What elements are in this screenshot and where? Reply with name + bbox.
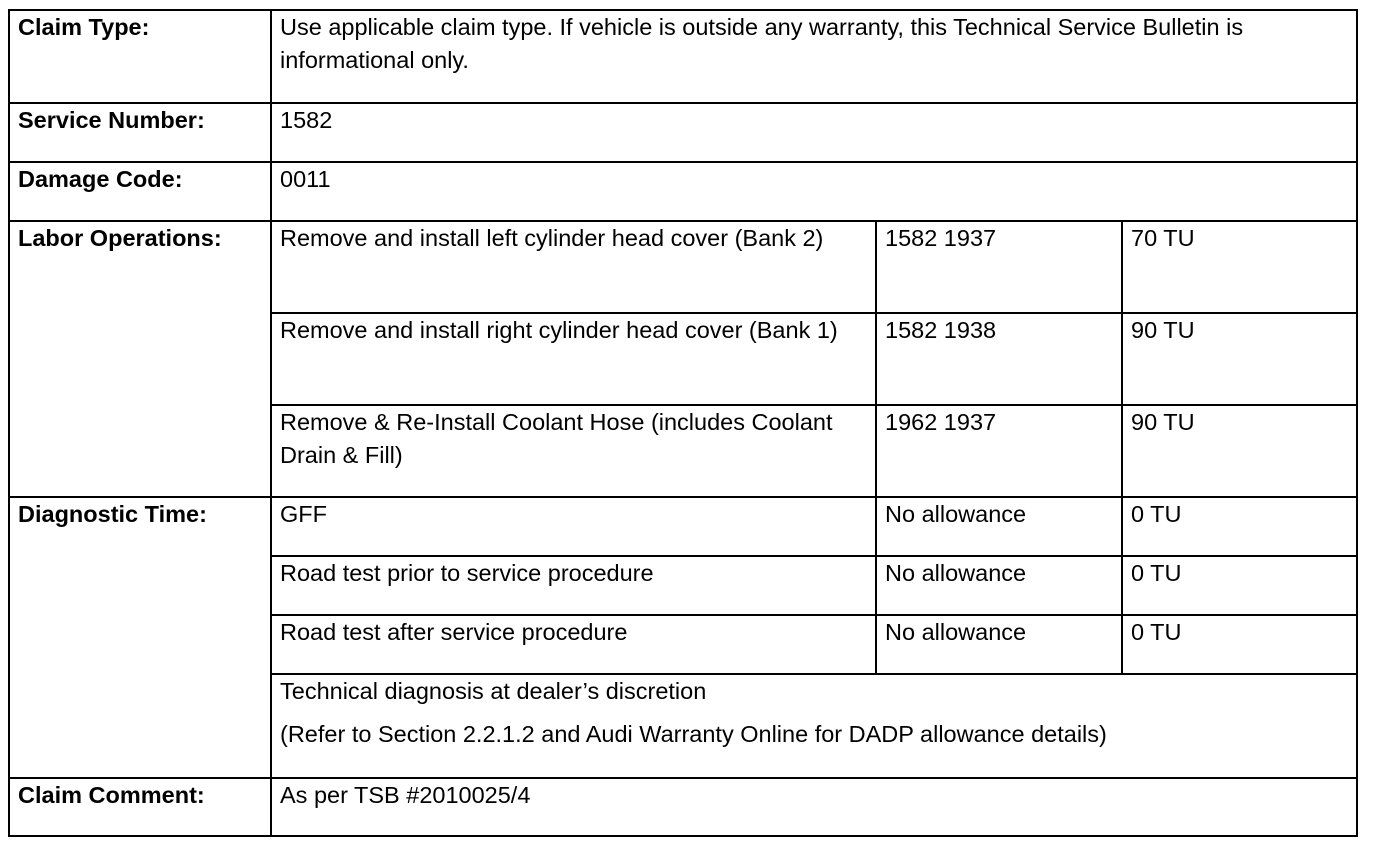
damage-code-value: 0011 [271, 162, 1357, 221]
diagnostic-description: GFF [271, 497, 876, 556]
diagnostic-time-label: Diagnostic Time: [9, 497, 271, 778]
diagnostic-time: 0 TU [1122, 615, 1357, 674]
labor-operation-row [9, 221, 1357, 313]
service-number-value: 1582 [271, 103, 1357, 162]
claim-comment-row [9, 778, 1357, 836]
diagnostic-allowance: No allowance [876, 556, 1122, 615]
claim-comment-label: Claim Comment: [9, 778, 271, 836]
labor-operation-description: Remove and install left cylinder head cover (Bank 2) [271, 221, 876, 313]
diagnostic-time: 0 TU [1122, 556, 1357, 615]
diagnostic-time: 0 TU [1122, 497, 1357, 556]
technical-diagnosis-cell [271, 674, 1357, 778]
diagnostic-description: Road test prior to service procedure [271, 556, 876, 615]
diagnostic-description: Road test after service procedure [271, 615, 876, 674]
warranty-claim-table [8, 9, 1358, 837]
labor-operation-time: 90 TU [1122, 405, 1357, 497]
labor-operation-code: 1962 1937 [876, 405, 1122, 497]
diagnostic-allowance: No allowance [876, 615, 1122, 674]
damage-code-row [9, 162, 1357, 221]
labor-operation-time: 90 TU [1122, 313, 1357, 405]
labor-operation-description: Remove and install right cylinder head cover (Bank 1) [271, 313, 876, 405]
labor-operations-label: Labor Operations: [9, 221, 271, 497]
diagnostic-row [9, 497, 1357, 556]
claim-type-row [9, 10, 1357, 103]
technical-diagnosis-reference: (Refer to Section 2.2.1.2 and Audi Warranty Online for DADP allowance details) [280, 721, 1107, 747]
labor-operation-code: 1582 1938 [876, 313, 1122, 405]
diagnostic-allowance: No allowance [876, 497, 1122, 556]
claim-type-value: Use applicable claim type. If vehicle is outside any warranty, this Technical Service Bulletin is informational only. [271, 10, 1357, 103]
claim-type-label: Claim Type: [9, 10, 271, 103]
claim-comment-value: As per TSB #2010025/4 [271, 778, 1357, 836]
service-number-row [9, 103, 1357, 162]
damage-code-label: Damage Code: [9, 162, 271, 221]
labor-operation-description: Remove & Re-Install Coolant Hose (includes Coolant Drain & Fill) [271, 405, 876, 497]
labor-operation-code: 1582 1937 [876, 221, 1122, 313]
service-number-label: Service Number: [9, 103, 271, 162]
labor-operation-time: 70 TU [1122, 221, 1357, 313]
technical-diagnosis-note: Technical diagnosis at dealer’s discretion [280, 678, 707, 704]
